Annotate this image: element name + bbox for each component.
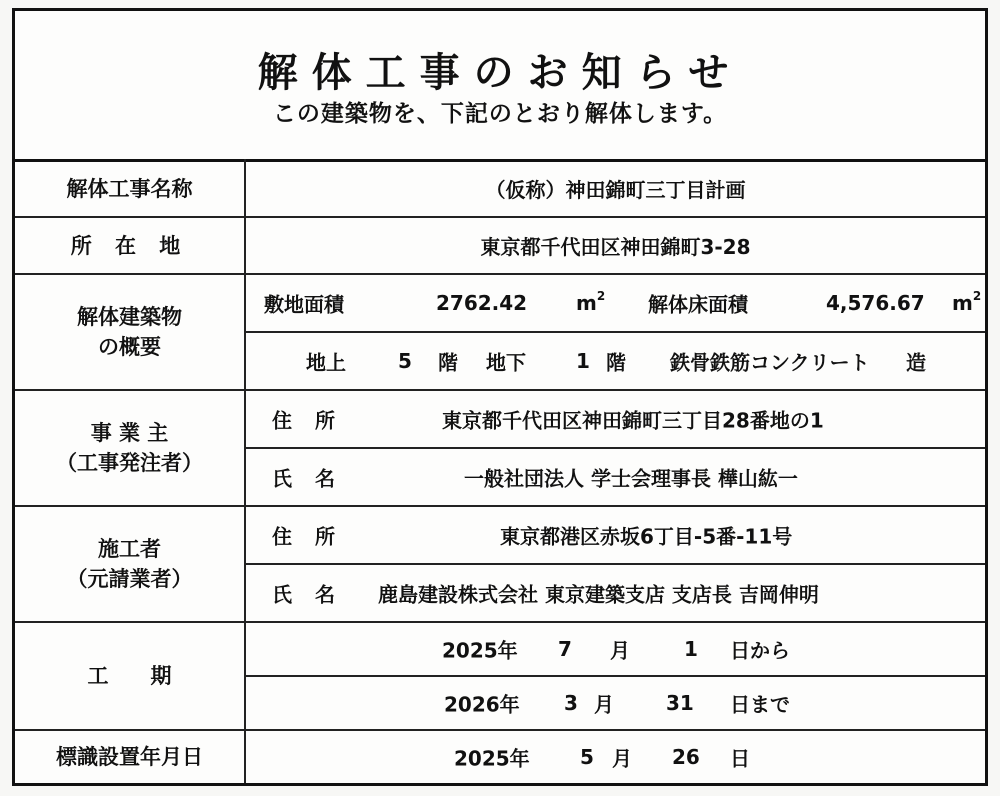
period-end-month-unit: 月 (594, 692, 614, 717)
site-area-value: 2762.42 (436, 291, 528, 315)
posted-date-label-text: 標識設置年月日 (56, 745, 203, 769)
posted-date-row (246, 731, 985, 783)
location-text: 東京都千代田区神田錦町3-28 (480, 235, 751, 259)
contractor-name-row (246, 565, 985, 621)
project-name-text: （仮称）神田錦町三丁目計画 (485, 178, 746, 202)
site-area-unit-text: m (576, 291, 597, 315)
location-label-text: 所 在 地 (70, 233, 189, 258)
contractor-address-label: 住 所 (272, 524, 343, 549)
below-ground-label: 地下 (486, 350, 526, 375)
contractor-name-label: 氏 名 (272, 582, 343, 607)
outline-label-line2: の概要 (98, 335, 161, 359)
demolition-notice-sign (12, 8, 988, 786)
structure-row (246, 333, 985, 389)
area-row (246, 275, 985, 331)
period-start-month: 7 (558, 637, 572, 661)
period-end-row (246, 677, 985, 729)
posted-date-label (15, 731, 244, 783)
floor-area-value: 4,576.67 (826, 291, 925, 315)
posted-month-unit: 月 (612, 746, 632, 771)
period-end-day: 31 (666, 691, 694, 715)
period-label-text: 工 期 (87, 664, 172, 688)
location-value (246, 218, 985, 273)
owner-name-label: 氏 名 (272, 466, 343, 491)
period-start-day: 1 (684, 637, 698, 661)
floor-area-unit-exponent: 2 (972, 289, 982, 303)
above-ground-floor-word: 階 (438, 350, 458, 375)
above-ground-label: 地上 (306, 350, 346, 375)
owner-address-row (246, 391, 985, 447)
floor-area-unit (952, 291, 981, 315)
below-ground-floor-word: 階 (606, 350, 626, 375)
below-ground-value: 1 (576, 349, 590, 373)
project-name-label (15, 161, 244, 216)
contractor-address-row (246, 507, 985, 563)
owner-label (15, 391, 244, 505)
contractor-name-value: 鹿島建設株式会社 東京建築支店 支店長 吉岡伸明 (378, 582, 819, 607)
site-area-unit-exponent: 2 (596, 289, 606, 303)
posted-month: 5 (580, 745, 594, 769)
floor-area-unit-text: m (952, 291, 973, 315)
period-end-day-unit: 日まで (730, 692, 790, 717)
period-start-month-unit: 月 (610, 638, 630, 663)
notice-title: 解体工事のお知らせ (257, 50, 743, 96)
period-start-row (246, 623, 985, 675)
location-label (15, 218, 244, 273)
period-end-month: 3 (564, 691, 578, 715)
project-name-label-text: 解体工事名称 (66, 176, 193, 201)
owner-name-row (246, 449, 985, 505)
owner-label-line2: （工事発注者） (56, 451, 203, 475)
owner-address-value: 東京都千代田区神田錦町三丁目28番地の1 (442, 408, 824, 433)
owner-address-label: 住 所 (272, 408, 343, 433)
period-label (15, 623, 244, 729)
contractor-label (15, 507, 244, 621)
owner-name-value: 一般社団法人 学士会理事長 樺山紘一 (464, 466, 798, 491)
outline-label (15, 275, 244, 389)
period-end-year: 2026年 (444, 692, 520, 717)
notice-header (15, 11, 985, 162)
posted-day-unit: 日 (730, 746, 750, 771)
site-area-label: 敷地面積 (264, 292, 344, 317)
contractor-label-line1: 施工者 (98, 537, 161, 561)
project-name-value (246, 161, 985, 216)
period-start-day-unit: 日から (730, 638, 790, 663)
structure-suffix: 造 (906, 350, 926, 375)
structure-type: 鉄骨鉄筋コンクリート (670, 350, 870, 375)
site-area-unit (576, 291, 605, 315)
outline-label-line1: 解体建築物 (77, 305, 182, 329)
owner-label-line1: 事 業 主 (90, 421, 169, 445)
notice-subtitle: この建築物を、下記のとおり解体します。 (272, 101, 728, 127)
floor-area-label: 解体床面積 (648, 292, 748, 317)
contractor-address-value: 東京都港区赤坂6丁目-5番-11号 (500, 524, 793, 549)
above-ground-value: 5 (398, 349, 412, 373)
posted-year: 2025年 (454, 746, 530, 771)
contractor-label-line2: （元請業者） (66, 567, 193, 591)
posted-day: 26 (672, 745, 700, 769)
period-start-year: 2025年 (442, 638, 518, 663)
